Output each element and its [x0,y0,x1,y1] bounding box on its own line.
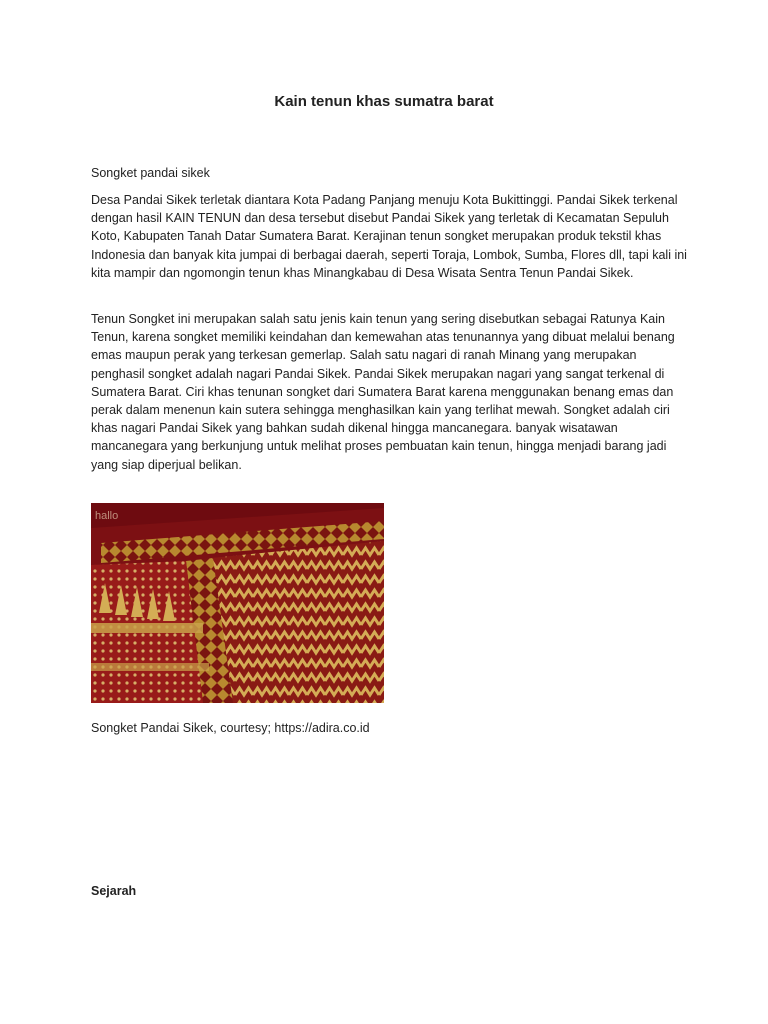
document-title: Kain tenun khas sumatra barat [274,93,494,110]
section-heading-sejarah: Sejarah [91,884,137,898]
songket-fabric-illustration [91,503,384,703]
image-caption: Songket Pandai Sikek, courtesy; https://adira.co.id [91,721,370,735]
paragraph-1: Desa Pandai Sikek terletak diantara Kota Padang Panjang menuju Kota Bukittinggi. Pandai Sikek terkenal dengan hasil KAIN TENUN dan desa tersebut disebut Pandai Sikek yang terletak di Kecamatan Sepuluh Koto, Kabupaten Tanah Datar Sumatera Barat. Kerajinan tenun songket merupakan produk tekstil khas Indonesia dan banyak kita jumpai di berbagai daerah, seperti Toraja, Lombok, Sumba, Flores dll, tapi kali ini kita mampir dan ngomongin tenun khas Minangkabau di Desa Wisata Sentra Tenun Pandai Sikek. [91,193,687,280]
svg-text:hallo: hallo [95,510,119,522]
paragraph-2: Tenun Songket ini merupakan salah satu jenis kain tenun yang sering disebutkan sebagai Ratunya Kain Tenun, karena songket memiliki keindahan dan kemewahan atas tenunannya yang dibuat melalui benang emas maupun perak yang terkesan gemerlap. Salah satu nagari di ranah Minang yang merupakan penghasil songket adalah nagari Pandai Sikek. Pandai Sikek merupakan nagari yang sangat terkenal di Sumatera Barat. Ciri khas tenunan songket dari Sumatera Barat karena menggunakan benang emas dan perak dalam menenun kain sutera sehingga menghasilkan kain yang terlihat mewah. Songket adalah ciri khas nagari Pandai Sikek yang bahkan sudah dikenal hingga mancanegara. banyak wisatawan mancanegara yang berkunjung untuk melihat proses pembuatan kain tenun, hingga menjadi barang jadi yang siap diperjual belikan. [91,312,675,472]
subheading: Songket pandai sikek [91,166,210,180]
songket-image [91,503,384,703]
